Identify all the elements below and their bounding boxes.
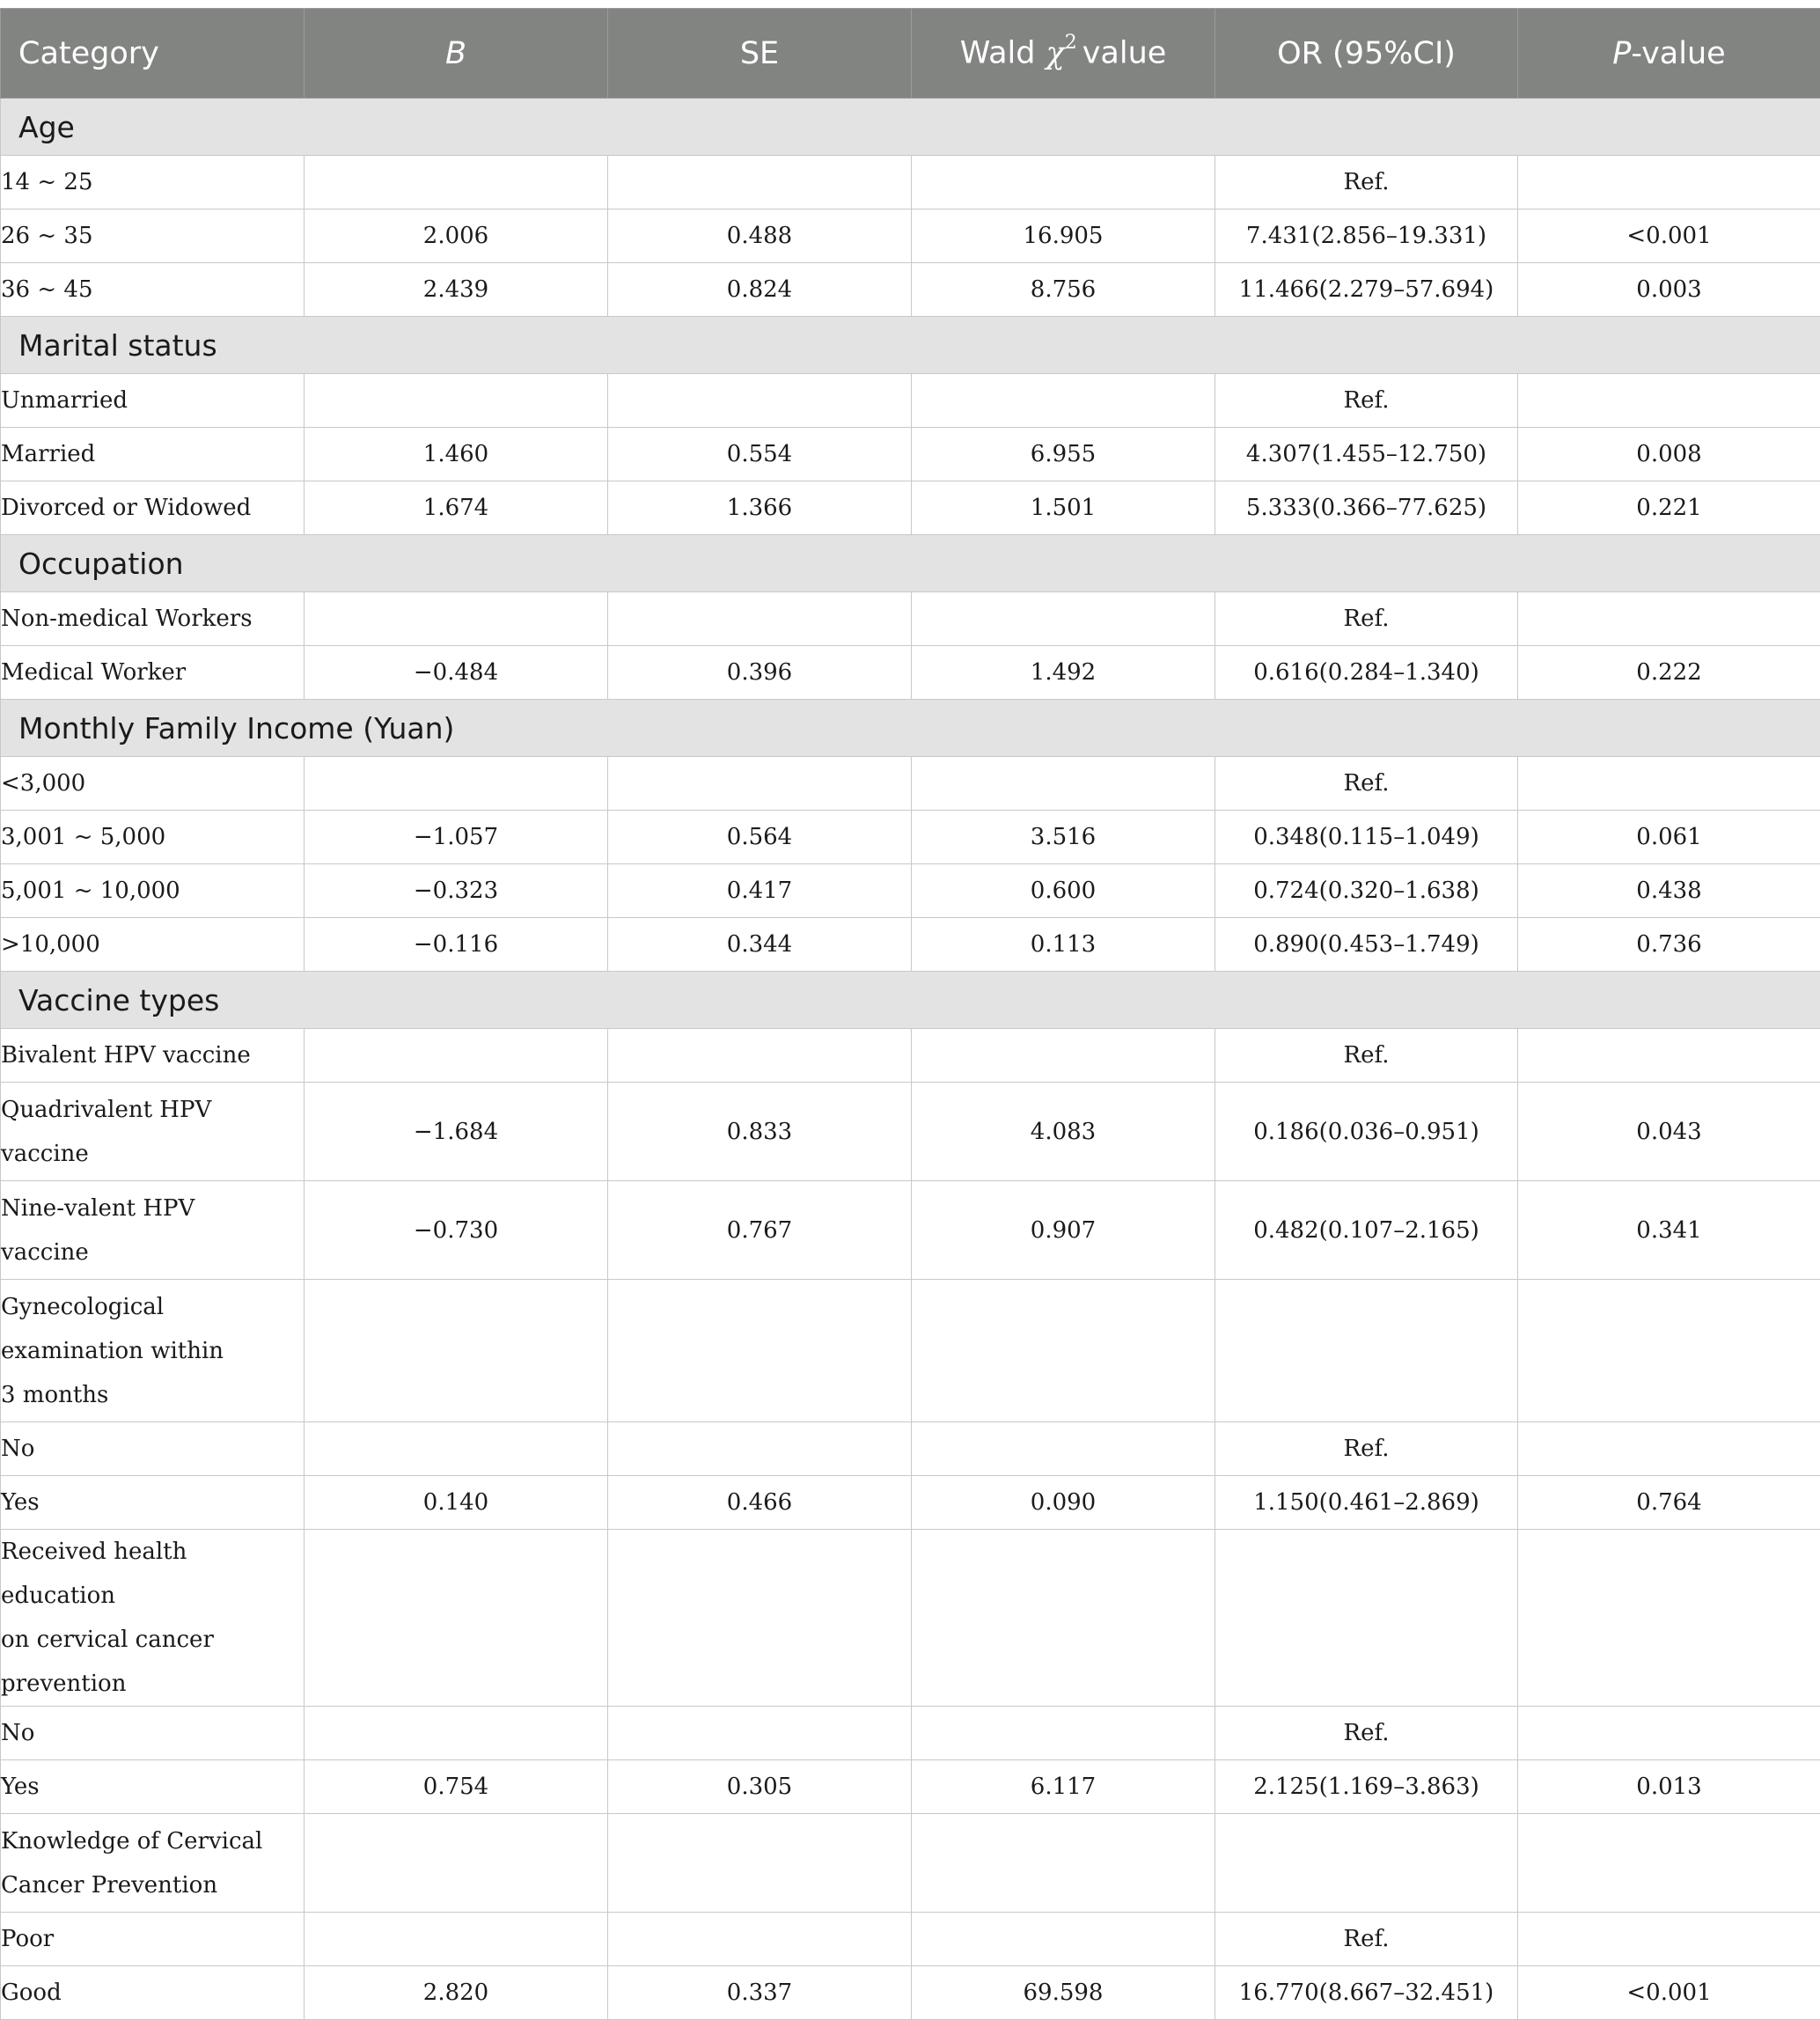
header-p bbox=[1518, 9, 1820, 99]
table-row bbox=[1, 1707, 1820, 1760]
cell-p: 0.341 bbox=[1518, 1181, 1820, 1280]
row-label: 36 ~ 45 bbox=[1, 263, 305, 317]
cell-se: 1.366 bbox=[608, 481, 912, 535]
cell-p: 0.061 bbox=[1518, 811, 1820, 864]
table-row bbox=[1, 918, 1820, 972]
cell-b bbox=[305, 156, 608, 209]
table-row bbox=[1, 1422, 1820, 1476]
cell-se: 0.466 bbox=[608, 1476, 912, 1530]
row-label bbox=[1, 1181, 305, 1280]
table-row bbox=[1, 1476, 1820, 1530]
row-label bbox=[1, 1083, 305, 1181]
cell-p bbox=[1518, 156, 1820, 209]
section-row bbox=[1, 535, 1820, 592]
cell-or: 1.150(0.461–2.869) bbox=[1215, 1476, 1518, 1530]
cell-se: 0.833 bbox=[608, 1083, 912, 1181]
cell-se: 0.344 bbox=[608, 918, 912, 972]
subcategory-knowledge bbox=[1, 1814, 305, 1913]
row-label: No bbox=[1, 1707, 305, 1760]
row-label-line: vaccine bbox=[1, 1132, 304, 1176]
cell-or: 4.307(1.455–12.750) bbox=[1215, 428, 1518, 481]
header-wald-prefix: Wald bbox=[960, 36, 1036, 71]
section-age: Age bbox=[1, 99, 1820, 156]
header-wald bbox=[912, 9, 1215, 99]
subcategory-line: Received health education bbox=[1, 1530, 304, 1618]
row-label: Bivalent HPV vaccine bbox=[1, 1029, 305, 1083]
cell-b: 0.754 bbox=[305, 1760, 608, 1814]
table-row bbox=[1, 864, 1820, 918]
cell-wald: 6.117 bbox=[912, 1760, 1215, 1814]
cell-wald bbox=[912, 757, 1215, 811]
cell-b bbox=[305, 1422, 608, 1476]
cell-p bbox=[1518, 374, 1820, 428]
cell-or: 11.466(2.279–57.694) bbox=[1215, 263, 1518, 317]
cell-wald bbox=[912, 1707, 1215, 1760]
subcategory-row bbox=[1, 1530, 1820, 1707]
row-label: Good bbox=[1, 1966, 305, 2020]
cell-or: Ref. bbox=[1215, 592, 1518, 646]
table-row bbox=[1, 1966, 1820, 2020]
cell-se bbox=[608, 156, 912, 209]
row-label: Divorced or Widowed bbox=[1, 481, 305, 535]
cell-or: 0.890(0.453–1.749) bbox=[1215, 918, 1518, 972]
cell-or: Ref. bbox=[1215, 1913, 1518, 1966]
header-row bbox=[1, 9, 1820, 99]
subcategory-line: Cancer Prevention bbox=[1, 1863, 304, 1907]
cell-or: 0.724(0.320–1.638) bbox=[1215, 864, 1518, 918]
cell-wald: 8.756 bbox=[912, 263, 1215, 317]
row-label: Non-medical Workers bbox=[1, 592, 305, 646]
cell-se bbox=[608, 592, 912, 646]
cell-se bbox=[608, 1913, 912, 1966]
cell-se: 0.488 bbox=[608, 209, 912, 263]
cell-or: Ref. bbox=[1215, 374, 1518, 428]
subcategory-line: prevention bbox=[1, 1662, 304, 1706]
cell-or: 0.348(0.115–1.049) bbox=[1215, 811, 1518, 864]
table-row bbox=[1, 1181, 1820, 1280]
cell-se bbox=[608, 1707, 912, 1760]
cell-se: 0.554 bbox=[608, 428, 912, 481]
cell-or: 0.482(0.107–2.165) bbox=[1215, 1181, 1518, 1280]
section-marital: Marital status bbox=[1, 317, 1820, 374]
cell-b: 2.439 bbox=[305, 263, 608, 317]
row-label: No bbox=[1, 1422, 305, 1476]
section-row bbox=[1, 972, 1820, 1029]
cell-b: −1.684 bbox=[305, 1083, 608, 1181]
header-b-label: B bbox=[445, 36, 466, 71]
cell-or: 7.431(2.856–19.331) bbox=[1215, 209, 1518, 263]
row-label: Poor bbox=[1, 1913, 305, 1966]
cell-p: 0.013 bbox=[1518, 1760, 1820, 1814]
row-label: Unmarried bbox=[1, 374, 305, 428]
cell-or: 5.333(0.366–77.625) bbox=[1215, 481, 1518, 535]
cell-wald bbox=[912, 374, 1215, 428]
row-label-line: Quadrivalent HPV bbox=[1, 1088, 304, 1132]
subcategory-gynecological bbox=[1, 1280, 305, 1422]
table-row bbox=[1, 481, 1820, 535]
section-row bbox=[1, 700, 1820, 757]
table-row bbox=[1, 592, 1820, 646]
cell-wald: 6.955 bbox=[912, 428, 1215, 481]
cell-p bbox=[1518, 1422, 1820, 1476]
cell-b: −0.323 bbox=[305, 864, 608, 918]
cell-p: 0.222 bbox=[1518, 646, 1820, 700]
cell-wald: 69.598 bbox=[912, 1966, 1215, 2020]
cell-wald: 1.492 bbox=[912, 646, 1215, 700]
header-category: Category bbox=[1, 9, 305, 99]
cell-wald bbox=[912, 1029, 1215, 1083]
cell-or: Ref. bbox=[1215, 1707, 1518, 1760]
chi-symbol bbox=[1046, 36, 1076, 71]
cell-se: 0.337 bbox=[608, 1966, 912, 2020]
cell-p: <0.001 bbox=[1518, 1966, 1820, 2020]
cell-wald: 3.516 bbox=[912, 811, 1215, 864]
table-row bbox=[1, 811, 1820, 864]
cell-se: 0.824 bbox=[608, 263, 912, 317]
cell-p bbox=[1518, 1707, 1820, 1760]
cell-wald: 1.501 bbox=[912, 481, 1215, 535]
table-row bbox=[1, 428, 1820, 481]
cell-b: 0.140 bbox=[305, 1476, 608, 1530]
chi-superscript: 2 bbox=[1065, 32, 1077, 54]
regression-table bbox=[0, 8, 1820, 2020]
cell-p bbox=[1518, 592, 1820, 646]
section-row bbox=[1, 99, 1820, 156]
header-p-letter: P bbox=[1612, 36, 1631, 71]
cell-wald bbox=[912, 156, 1215, 209]
cell-or: 2.125(1.169–3.863) bbox=[1215, 1760, 1518, 1814]
subcategory-line: on cervical cancer bbox=[1, 1618, 304, 1662]
row-label: Yes bbox=[1, 1760, 305, 1814]
section-vaccine: Vaccine types bbox=[1, 972, 1820, 1029]
cell-p: 0.221 bbox=[1518, 481, 1820, 535]
cell-wald bbox=[912, 592, 1215, 646]
cell-or: Ref. bbox=[1215, 1029, 1518, 1083]
subcategory-line: 3 months bbox=[1, 1373, 304, 1417]
cell-b: 2.006 bbox=[305, 209, 608, 263]
cell-p bbox=[1518, 757, 1820, 811]
cell-wald: 4.083 bbox=[912, 1083, 1215, 1181]
cell-wald bbox=[912, 1913, 1215, 1966]
cell-p: 0.438 bbox=[1518, 864, 1820, 918]
cell-wald: 0.090 bbox=[912, 1476, 1215, 1530]
subcategory-row bbox=[1, 1280, 1820, 1422]
cell-se bbox=[608, 1422, 912, 1476]
cell-p: 0.043 bbox=[1518, 1083, 1820, 1181]
cell-se bbox=[608, 757, 912, 811]
row-label: Yes bbox=[1, 1476, 305, 1530]
section-occupation: Occupation bbox=[1, 535, 1820, 592]
cell-b: 2.820 bbox=[305, 1966, 608, 2020]
header-wald-suffix: value bbox=[1082, 36, 1167, 71]
cell-or: 0.616(0.284–1.340) bbox=[1215, 646, 1518, 700]
row-label: >10,000 bbox=[1, 918, 305, 972]
table-row bbox=[1, 1083, 1820, 1181]
cell-b bbox=[305, 374, 608, 428]
header-b bbox=[305, 9, 608, 99]
subcategory-line: examination within bbox=[1, 1329, 304, 1373]
cell-p: <0.001 bbox=[1518, 209, 1820, 263]
cell-p: 0.764 bbox=[1518, 1476, 1820, 1530]
cell-b: −0.484 bbox=[305, 646, 608, 700]
row-label: 26 ~ 35 bbox=[1, 209, 305, 263]
cell-se: 0.767 bbox=[608, 1181, 912, 1280]
cell-p bbox=[1518, 1913, 1820, 1966]
cell-p: 0.736 bbox=[1518, 918, 1820, 972]
cell-or: Ref. bbox=[1215, 156, 1518, 209]
cell-b bbox=[305, 1029, 608, 1083]
table-row bbox=[1, 263, 1820, 317]
cell-b bbox=[305, 757, 608, 811]
section-income: Monthly Family Income (Yuan) bbox=[1, 700, 1820, 757]
cell-b bbox=[305, 1913, 608, 1966]
table-row bbox=[1, 1913, 1820, 1966]
cell-wald: 0.113 bbox=[912, 918, 1215, 972]
cell-b: 1.460 bbox=[305, 428, 608, 481]
cell-p: 0.003 bbox=[1518, 263, 1820, 317]
cell-wald: 16.905 bbox=[912, 209, 1215, 263]
row-label: Medical Worker bbox=[1, 646, 305, 700]
cell-or: Ref. bbox=[1215, 1422, 1518, 1476]
cell-b: −0.116 bbox=[305, 918, 608, 972]
section-row bbox=[1, 317, 1820, 374]
table-row bbox=[1, 757, 1820, 811]
cell-b: 1.674 bbox=[305, 481, 608, 535]
cell-wald: 0.600 bbox=[912, 864, 1215, 918]
cell-wald bbox=[912, 1422, 1215, 1476]
cell-b: −0.730 bbox=[305, 1181, 608, 1280]
table-row bbox=[1, 646, 1820, 700]
cell-se: 0.396 bbox=[608, 646, 912, 700]
subcategory-line: Gynecological bbox=[1, 1285, 304, 1329]
cell-b: −1.057 bbox=[305, 811, 608, 864]
table-row bbox=[1, 209, 1820, 263]
cell-or: 0.186(0.036–0.951) bbox=[1215, 1083, 1518, 1181]
header-se: SE bbox=[608, 9, 912, 99]
row-label: 14 ~ 25 bbox=[1, 156, 305, 209]
cell-se bbox=[608, 1029, 912, 1083]
table-row bbox=[1, 374, 1820, 428]
cell-p bbox=[1518, 1029, 1820, 1083]
cell-or: 16.770(8.667–32.451) bbox=[1215, 1966, 1518, 2020]
subcategory-line: Knowledge of Cervical bbox=[1, 1819, 304, 1863]
header-or: OR (95%CI) bbox=[1215, 9, 1518, 99]
cell-p: 0.008 bbox=[1518, 428, 1820, 481]
cell-or: Ref. bbox=[1215, 757, 1518, 811]
cell-se: 0.417 bbox=[608, 864, 912, 918]
row-label: Married bbox=[1, 428, 305, 481]
table-row bbox=[1, 1029, 1820, 1083]
subcategory-health-education bbox=[1, 1530, 305, 1707]
cell-b bbox=[305, 1707, 608, 1760]
row-label: 3,001 ~ 5,000 bbox=[1, 811, 305, 864]
cell-se: 0.305 bbox=[608, 1760, 912, 1814]
row-label: 5,001 ~ 10,000 bbox=[1, 864, 305, 918]
cell-b bbox=[305, 592, 608, 646]
cell-wald: 0.907 bbox=[912, 1181, 1215, 1280]
header-p-suffix: -value bbox=[1631, 36, 1725, 71]
chi-letter: χ bbox=[1046, 36, 1064, 71]
cell-se: 0.564 bbox=[608, 811, 912, 864]
row-label-line: vaccine bbox=[1, 1230, 304, 1274]
table-row bbox=[1, 1760, 1820, 1814]
row-label-line: Nine-valent HPV bbox=[1, 1186, 304, 1230]
row-label: <3,000 bbox=[1, 757, 305, 811]
table-row bbox=[1, 156, 1820, 209]
cell-se bbox=[608, 374, 912, 428]
subcategory-row bbox=[1, 1814, 1820, 1913]
